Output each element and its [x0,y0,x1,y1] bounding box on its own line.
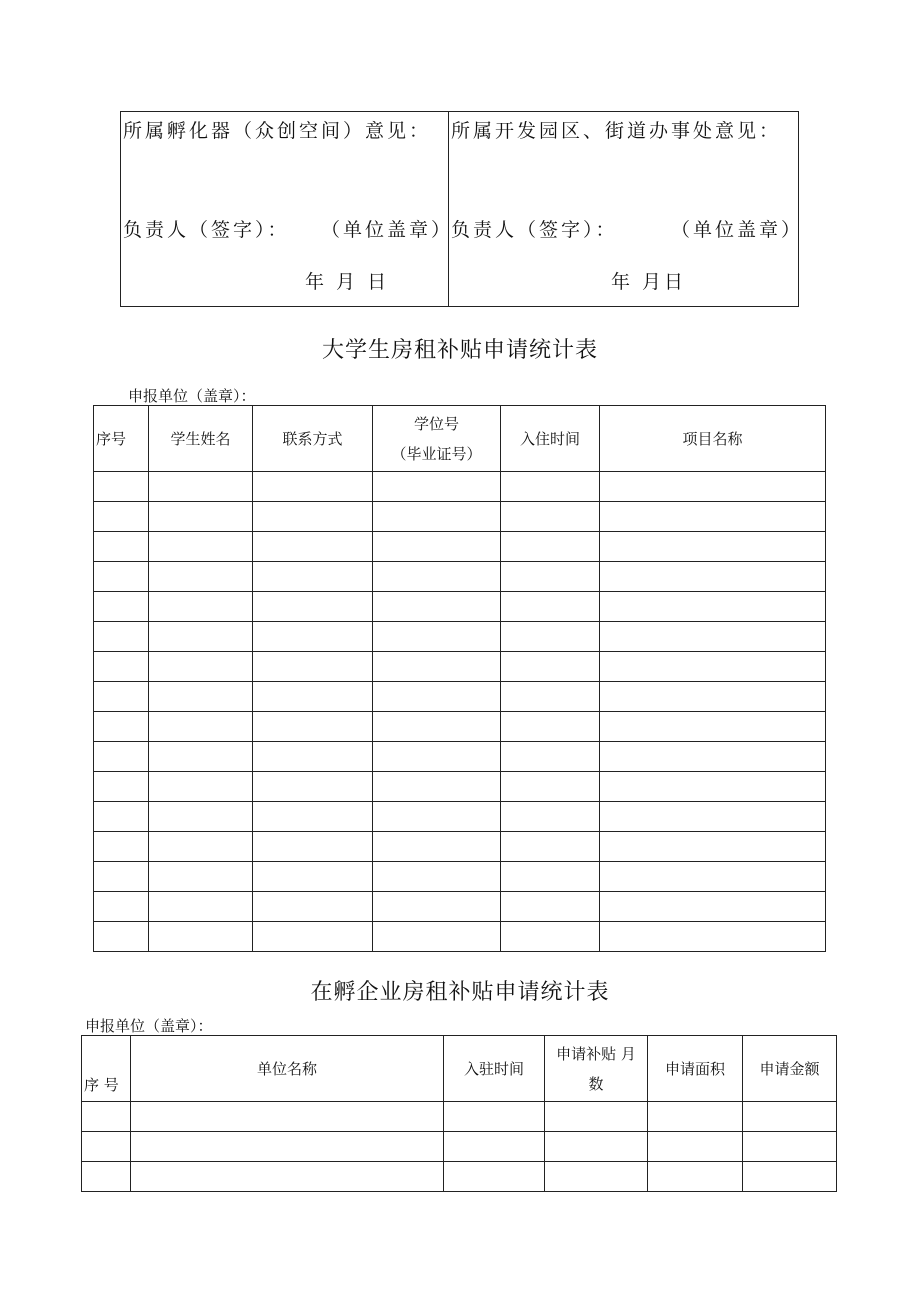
table-row [94,472,826,502]
table-cell[interactable] [444,1102,545,1132]
table-cell[interactable] [501,682,600,712]
table-cell[interactable] [373,472,501,502]
header-project-name: 项目名称 [600,406,826,472]
table-cell[interactable] [444,1132,545,1162]
table-cell[interactable] [373,622,501,652]
table-row [94,502,826,532]
table-cell[interactable] [600,922,826,952]
table-row [94,742,826,772]
district-signer-label: 负责人（签字）： [451,219,618,241]
table-cell[interactable] [94,652,149,682]
table-cell[interactable] [149,622,253,652]
table-cell[interactable] [600,712,826,742]
table-cell[interactable] [94,562,149,592]
table-cell[interactable] [253,532,373,562]
header-months-line1: 申请补贴 月 [556,1044,636,1063]
header-move-in-time: 入驻时间 [444,1036,545,1102]
table-cell[interactable] [253,472,373,502]
table-cell[interactable] [648,1162,743,1192]
table-cell[interactable] [373,592,501,622]
header-subsidy-months [545,1036,648,1102]
table-cell[interactable] [149,802,253,832]
table-cell[interactable] [253,652,373,682]
table-cell[interactable] [149,862,253,892]
table-cell[interactable] [501,742,600,772]
table-cell[interactable] [149,502,253,532]
table-cell[interactable] [253,622,373,652]
table-cell[interactable] [149,832,253,862]
table-cell[interactable] [149,922,253,952]
table-cell[interactable] [501,532,600,562]
table-cell[interactable] [149,682,253,712]
enterprise-unit-label: 申报单位（盖章）： [85,1017,213,1035]
header-amount: 申请金额 [743,1036,837,1102]
district-opinion-heading: 所属开发园区、街道办事处意见： [451,120,782,142]
table-cell[interactable] [94,832,149,862]
table-cell[interactable] [94,532,149,562]
incubator-signer-label: 负责人（签字）： [123,219,290,241]
table-row [94,892,826,922]
table-header-row [82,1036,837,1102]
table-cell[interactable] [501,802,600,832]
table-cell[interactable] [94,772,149,802]
table-cell[interactable] [373,682,501,712]
header-unit-name: 单位名称 [131,1036,444,1102]
table-row [94,922,826,952]
table-cell[interactable] [373,712,501,742]
table-cell[interactable] [253,922,373,952]
header-seq: 序号 [94,406,149,472]
table-cell[interactable] [253,742,373,772]
table-row [82,1162,837,1192]
table-cell[interactable] [600,772,826,802]
table-row [94,772,826,802]
table-cell[interactable] [600,622,826,652]
table-cell[interactable] [545,1132,648,1162]
table-row [94,832,826,862]
table-row [82,1102,837,1132]
student-unit-label: 申报单位（盖章）： [128,387,256,405]
table-cell[interactable] [94,802,149,832]
table-cell[interactable] [545,1162,648,1192]
table-cell[interactable] [373,742,501,772]
header-degree-number [373,406,501,472]
table-cell[interactable] [253,502,373,532]
incubator-seal-label: （单位盖章） [321,219,454,241]
table-cell[interactable] [373,802,501,832]
table-cell[interactable] [149,472,253,502]
table-cell[interactable] [600,682,826,712]
header-student-name: 学生姓名 [149,406,253,472]
table-cell[interactable] [600,502,826,532]
table-cell[interactable] [253,712,373,742]
table-cell[interactable] [149,532,253,562]
table-cell[interactable] [743,1102,837,1132]
table-cell[interactable] [131,1102,444,1132]
district-date-label: 年 月日 [611,271,687,293]
table-row [94,592,826,622]
table-cell[interactable] [94,472,149,502]
table-cell[interactable] [82,1162,131,1192]
header-area: 申请面积 [648,1036,743,1102]
table-cell[interactable] [82,1132,131,1162]
table-cell[interactable] [94,502,149,532]
table-cell[interactable] [373,862,501,892]
table-cell[interactable] [501,892,600,922]
table-row [94,682,826,712]
district-seal-label: （单位盖章） [671,219,804,241]
table-cell[interactable] [373,502,501,532]
table-cell[interactable] [501,772,600,802]
table-cell[interactable] [373,562,501,592]
header-months-line2: 数 [588,1074,604,1093]
table-cell[interactable] [648,1132,743,1162]
table-cell[interactable] [253,832,373,862]
table-cell[interactable] [253,772,373,802]
table-row [94,622,826,652]
table-cell[interactable] [545,1102,648,1132]
header-move-in-time: 入住时间 [501,406,600,472]
district-opinion-cell [449,112,804,307]
table-cell[interactable] [501,862,600,892]
table-cell[interactable] [600,832,826,862]
table-cell[interactable] [149,562,253,592]
table-cell[interactable] [373,652,501,682]
table-cell[interactable] [253,562,373,592]
table-cell[interactable] [253,862,373,892]
table-cell[interactable] [501,472,600,502]
table-cell[interactable] [600,892,826,922]
table-row [94,652,826,682]
table-cell[interactable] [600,592,826,622]
table-cell[interactable] [501,922,600,952]
header-degree-line2: （毕业证号） [391,444,482,463]
table-cell[interactable] [94,592,149,622]
table-cell[interactable] [600,652,826,682]
table-cell[interactable] [373,832,501,862]
table-cell[interactable] [501,712,600,742]
table-cell[interactable] [253,682,373,712]
table-cell[interactable] [253,892,373,922]
header-contact: 联系方式 [253,406,373,472]
table-cell[interactable] [373,922,501,952]
table-cell[interactable] [253,592,373,622]
header-seq: 序 号 [82,1036,131,1102]
table-cell[interactable] [94,892,149,922]
table-cell[interactable] [743,1132,837,1162]
table-cell[interactable] [131,1162,444,1192]
table-cell[interactable] [253,802,373,832]
table-cell[interactable] [501,652,600,682]
table-cell[interactable] [149,742,253,772]
table-cell[interactable] [600,472,826,502]
table-cell[interactable] [94,712,149,742]
table-row [94,562,826,592]
table-cell[interactable] [600,802,826,832]
table-header-row [94,406,826,472]
table-cell[interactable] [131,1132,444,1162]
student-table-title: 大学生房租补贴申请统计表 [321,338,598,363]
header-degree-line1: 学位号 [413,414,459,433]
table-row [82,1132,837,1162]
table-cell[interactable] [94,622,149,652]
table-row [94,802,826,832]
table-row [94,712,826,742]
table-cell[interactable] [94,682,149,712]
table-cell[interactable] [82,1102,131,1132]
table-cell[interactable] [149,712,253,742]
table-cell[interactable] [600,862,826,892]
table-cell[interactable] [149,592,253,622]
table-cell[interactable] [149,652,253,682]
table-cell[interactable] [94,742,149,772]
table-cell[interactable] [149,772,253,802]
table-cell[interactable] [600,532,826,562]
table-cell[interactable] [600,562,826,592]
table-row [94,532,826,562]
table-cell[interactable] [373,772,501,802]
table-cell[interactable] [600,742,826,772]
table-row [94,862,826,892]
table-cell[interactable] [444,1162,545,1192]
table-cell[interactable] [373,892,501,922]
table-cell[interactable] [373,532,501,562]
table-cell[interactable] [501,832,600,862]
table-cell[interactable] [94,922,149,952]
incubator-date-label: 年 月 日 [305,271,390,293]
incubator-opinion-heading: 所属孵化器（众创空间）意见： [123,120,432,142]
table-cell[interactable] [501,622,600,652]
enterprise-subsidy-table [81,1035,837,1192]
opinion-box [120,111,804,307]
student-subsidy-table [93,405,826,952]
table-cell[interactable] [501,502,600,532]
table-cell[interactable] [149,892,253,922]
table-cell[interactable] [501,562,600,592]
enterprise-table-title: 在孵企业房租补贴申请统计表 [310,980,610,1005]
table-cell[interactable] [501,592,600,622]
table-cell[interactable] [648,1102,743,1132]
table-cell[interactable] [743,1162,837,1192]
table-cell[interactable] [94,862,149,892]
incubator-opinion-cell [121,112,454,307]
